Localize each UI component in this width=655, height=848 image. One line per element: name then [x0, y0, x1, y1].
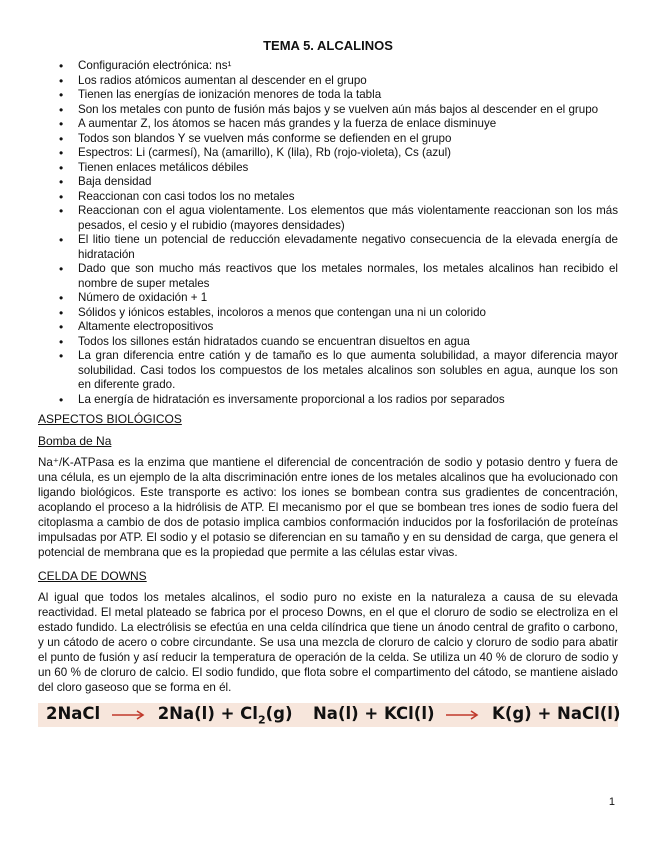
list-item: • Los radios atómicos aumentan al descender en el grupo [38, 74, 618, 89]
list-item: • Altamente electropositivos [38, 320, 618, 335]
list-item: • Reaccionan con el agua violentamente. Los elementos que más violentamente reaccionan son los más pesados, el cesio y el rubidio (mayores densidades) [38, 204, 618, 233]
sodium-pump-paragraph: Na⁺/K-ATPasa es la enzima que mantiene el diferencial de concentración de sodio y potasio dentro y fuera de una célula, es un ejemplo de la alta discriminación entre iones de los metales alcalinos que ha evolucionado con ligando biológicos. Este transporte es activo: los iones se bombean contra sus gradientes de concentración, acoplando el proceso a la hidrólisis de ATP. El mecanismo por el que se bombean tres iones de sodio fuera del citoplasma a cambio de dos de potasio implica cambios conformación inducidos por la fosforilación de proteínas impulsadas por ATP. El sodio y el potasio se diferencian en su tamaño y en su densidad de carga, que genera el potencial de membrana que es la propiedad que permite a las células estar vivas. [38, 456, 618, 559]
equation-product-state: (g) [265, 704, 293, 723]
equation-nacl-electrolysis [46, 704, 293, 726]
page-number: 1 [608, 796, 615, 808]
sodium-pump-heading: Bomba de Na [38, 434, 112, 448]
document-page [38, 38, 621, 727]
list-item: • Dado que son mucho más reactivos que los metales normales, los metales alcalinos han recibido el nombre de super metales [38, 262, 618, 291]
equation-product [157, 704, 293, 727]
list-item: • Todos los sillones están hidratados cuando se encuentran disueltos en agua [38, 335, 618, 350]
list-item: • La gran diferencia entre catión y de tamaño es lo que aumenta solubilidad, a mayor diferencia mayor solubilidad. Casi todos los compuestos de los metales alcalinos son solubles en agua, aunque los son en diferente grado. [38, 349, 618, 393]
list-item: • Son los metales con punto de fusión más bajos y se vuelven aún más bajos al descender en el grupo [38, 103, 618, 118]
list-item: • Configuración electrónica: ns¹ [38, 59, 618, 74]
list-item: • La energía de hidratación es inversamente proporcional a los radios por separados [38, 393, 618, 408]
list-item: • Sólidos y iónicos estables, incoloros a menos que contengan una ni un colorido [38, 306, 618, 321]
properties-list [38, 59, 618, 407]
page-title: TEMA 5. ALCALINOS [263, 38, 393, 53]
list-item: • Tienen enlaces metálicos débiles [38, 161, 618, 176]
equation-reactant: 2NaCl [46, 704, 101, 723]
list-item: • A aumentar Z, los átomos se hacen más grandes y la fuerza de enlace disminuye [38, 117, 618, 132]
reaction-arrow-icon [446, 710, 480, 720]
list-item: • El litio tiene un potencial de reducción elevadamente negativo consecuencia de la elevada energía de hidratación [38, 233, 618, 262]
downs-cell-heading: CELDA DE DOWNS [38, 569, 147, 583]
chlorine-subscript: 2 [257, 713, 266, 727]
reaction-equations [38, 703, 621, 727]
equation-reactant: Na(l) + KCl(l) [313, 704, 435, 723]
reaction-arrow-icon [112, 710, 146, 720]
list-item: • Espectros: Li (carmesí), Na (amarillo), K (lila), Rb (rojo-violeta), Cs (azul) [38, 146, 618, 161]
list-item: • Número de oxidación + 1 [38, 291, 618, 306]
biology-heading: ASPECTOS BIOLÓGICOS [38, 412, 182, 426]
equation-product-main: 2Na(l) + Cl [157, 704, 258, 723]
list-item: • Tienen las energías de ionización menores de toda la tabla [38, 88, 618, 103]
equation-potassium-production [313, 704, 621, 723]
list-item: • Todos son blandos Y se vuelven más conforme se defienden en el grupo [38, 132, 618, 147]
list-item: • Baja densidad [38, 175, 618, 190]
list-item: • Reaccionan con casi todos los no metales [38, 190, 618, 205]
equation-product: K(g) + NaCl(l) [492, 704, 621, 723]
downs-cell-paragraph: Al igual que todos los metales alcalinos, el sodio puro no existe en la naturaleza a causa de su elevada reactividad. El metal plateado se fabrica por el proceso Downs, en el que el cloruro de sodio se electroliza en el estado fundido. La electrólisis se efectúa en una celda cilíndrica que tiene un ánodo central de grafito o carbono, y un cátodo de acero o cobre circundante. Se usa una mezcla de cloruro de calcio y cloruro de sodio para abatir el punto de fusión y así reducir la temperatura de operación de la celda. Se utiliza un 40 % de cloruro de sodio y un 60 % de cloruro de calcio. El sodio fundido, que flota sobre el compartimento del cátodo, se mantiene aislado del cloro gaseoso que se forma en él. [38, 591, 618, 694]
